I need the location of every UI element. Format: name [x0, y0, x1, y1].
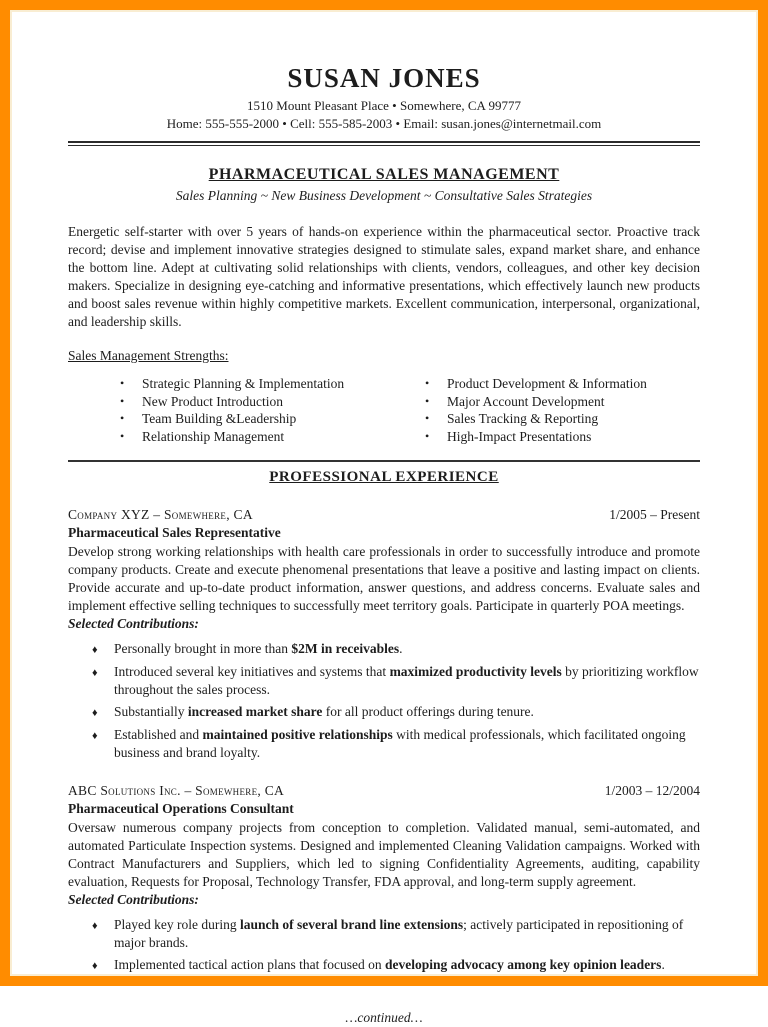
job-header: [68, 782, 700, 799]
contribution-item: [92, 663, 700, 699]
company-name: ABC Solutions Inc. – Somewhere, CA: [68, 783, 285, 798]
resume-header: [68, 64, 700, 146]
job-entry: [68, 506, 700, 762]
contact-line: Home: 555-555-2000 • Cell: 555-585-2003 • Email: susan.jones@internetmail.com: [166, 116, 602, 131]
strength-item: [425, 428, 647, 445]
job-description: Develop strong working relationships with health care professionals in order to successfully introduce and promote company products. Create and execute phenomenal presentations that leave a positive and lasting impact on clients. Provide accurate and up-to-date product information, answer questions, and address concerns. Evaluate sales and implement effective selling techniques to successfully meet territory goals. Participate in quarterly POA meetings.: [68, 544, 700, 613]
contribution-item: [92, 640, 700, 659]
strengths-list-left: [120, 375, 400, 445]
strength-item: [120, 393, 400, 410]
strength-label: Major Account Development: [447, 393, 605, 409]
contribution-text-pre: Implemented tactical action plans that focused on: [114, 957, 386, 972]
strength-item: [120, 375, 400, 392]
strength-item: [425, 410, 647, 427]
contributions-label: Selected Contributions:: [68, 892, 199, 907]
diamond-bullet-icon: ♦: [92, 960, 98, 972]
job-entry: [68, 782, 700, 975]
bullet-icon: •: [120, 428, 125, 443]
contributions-list: [68, 640, 700, 762]
contribution-text-bold: developing advocacy among key opinion leaders: [385, 957, 662, 972]
contribution-text: [114, 726, 700, 762]
strength-label: Relationship Management: [142, 428, 285, 444]
headline-subtitle: Sales Planning ~ New Business Development ~ Consultative Sales Strategies: [175, 188, 593, 203]
contribution-text-pre: Played key role during: [114, 917, 240, 932]
bullet-icon: •: [425, 411, 430, 425]
experience-heading: [68, 468, 700, 486]
strength-item: [120, 410, 400, 427]
section-divider: [68, 460, 700, 462]
contribution-item: [92, 726, 700, 762]
contribution-text-post: with medical professionals, which facilitated ongoing business and brand loyalty.: [114, 727, 686, 760]
contribution-text-pre: Substantially: [114, 704, 188, 719]
contribution-text-pre: Introduced several key initiatives and systems that: [114, 664, 390, 679]
job-title: Pharmaceutical Sales Representative: [68, 525, 281, 540]
bullet-icon: •: [425, 428, 430, 443]
contribution-text-post: .: [661, 957, 665, 972]
person-name: SUSAN JONES: [287, 63, 481, 93]
bullet-icon: •: [120, 393, 125, 408]
contribution-text: [114, 640, 402, 659]
contribution-text-bold: launch of several brand line extensions: [239, 917, 464, 932]
strength-label: Sales Tracking & Reporting: [447, 411, 599, 426]
job-header: [68, 506, 700, 523]
experience-heading-text: PROFESSIONAL EXPERIENCE: [269, 469, 499, 485]
address-line: 1510 Mount Pleasant Place • Somewhere, CA 99777: [247, 98, 521, 113]
job-description: Oversaw numerous company projects from conception to completion. Validated manual, semi-automated, and automated Particulate Inspection systems. Designed and implemented Cleaning Validation campaigns. Worked with Contract Manufacturers and Suppliers, which led to signing Confidentiality Agreements, auditing, capability evaluation, Requests for Proposal, Technology Transfer, FDA approval, and long-term supply agreement.: [68, 820, 700, 889]
strength-item: [120, 428, 400, 445]
strengths-heading: Sales Management Strengths:: [68, 348, 229, 363]
contribution-item: [92, 703, 700, 722]
strength-item: [425, 393, 647, 410]
summary-paragraph: Energetic self-starter with over 5 years of hands-on experience within the pharmaceutical sector. Proactive track record; devise and implement innovative strategies designed to stimulate sales, expand market share, and enhance the bottom line. Adept at cultivating solid relationships with clients, vendors, colleagues, and other key decision makers. Specialize in designing eye-catching and informative presentations, which effectively launch new products and boost sales revenue within highly competitive markets. Excellent communication, interpersonal, organizational, and leadership skills.: [68, 224, 700, 329]
contribution-text-bold: $2M in receivables: [291, 641, 400, 656]
strengths-list-right: [425, 375, 647, 445]
header-divider: [68, 141, 700, 146]
contribution-text-post: .: [399, 641, 403, 656]
strength-label: High-Impact Presentations: [447, 428, 592, 444]
contribution-text: [114, 916, 700, 952]
contribution-item: [92, 956, 700, 975]
job-dates: 1/2005 – Present: [609, 507, 700, 522]
strengths-columns: [68, 375, 700, 445]
headline-title-text: PHARMACEUTICAL SALES MANAGEMENT: [208, 166, 560, 183]
contribution-text-bold: increased market share: [187, 704, 323, 719]
contribution-text-post: by prioritizing workflow throughout the sales process.: [114, 664, 699, 697]
contribution-text-post: ; actively participated in repositioning of major brands.: [114, 917, 684, 950]
contribution-text-post: for all product offerings during tenure.: [322, 704, 534, 719]
company-name: Company XYZ – Somewhere, CA: [68, 507, 253, 522]
bullet-icon: •: [120, 411, 125, 425]
diamond-bullet-icon: ♦: [92, 707, 98, 719]
bullet-icon: •: [425, 376, 430, 390]
diamond-bullet-icon: ♦: [92, 730, 98, 742]
contributions-list: [68, 916, 700, 975]
contribution-text-bold: maintained positive relationships: [202, 727, 393, 742]
contribution-text: [114, 956, 665, 975]
bullet-icon: •: [425, 393, 430, 408]
job-dates: 1/2003 – 12/2004: [604, 783, 700, 798]
contribution-text: [114, 663, 700, 699]
diamond-bullet-icon: ♦: [92, 667, 98, 679]
bullet-icon: •: [120, 376, 125, 390]
job-title: Pharmaceutical Operations Consultant: [68, 801, 294, 816]
contribution-text-pre: Established and: [114, 727, 203, 742]
contribution-text-pre: Personally brought in more than: [114, 641, 292, 656]
contribution-text: [114, 703, 534, 722]
contribution-text-bold: maximized productivity levels: [389, 664, 562, 679]
diamond-bullet-icon: ♦: [92, 920, 98, 932]
strength-label: Strategic Planning & Implementation: [142, 376, 345, 391]
diamond-bullet-icon: ♦: [92, 644, 98, 656]
contribution-item: [92, 916, 700, 952]
resume-page: [10, 10, 758, 1025]
contributions-label: Selected Contributions:: [68, 616, 199, 631]
strength-label: Product Development & Information: [447, 376, 647, 391]
strength-label: Team Building &Leadership: [142, 411, 297, 426]
strength-label: New Product Introduction: [142, 393, 283, 409]
strength-item: [425, 375, 647, 392]
continued-note: …continued…: [345, 1010, 423, 1025]
headline-title: [68, 166, 700, 184]
